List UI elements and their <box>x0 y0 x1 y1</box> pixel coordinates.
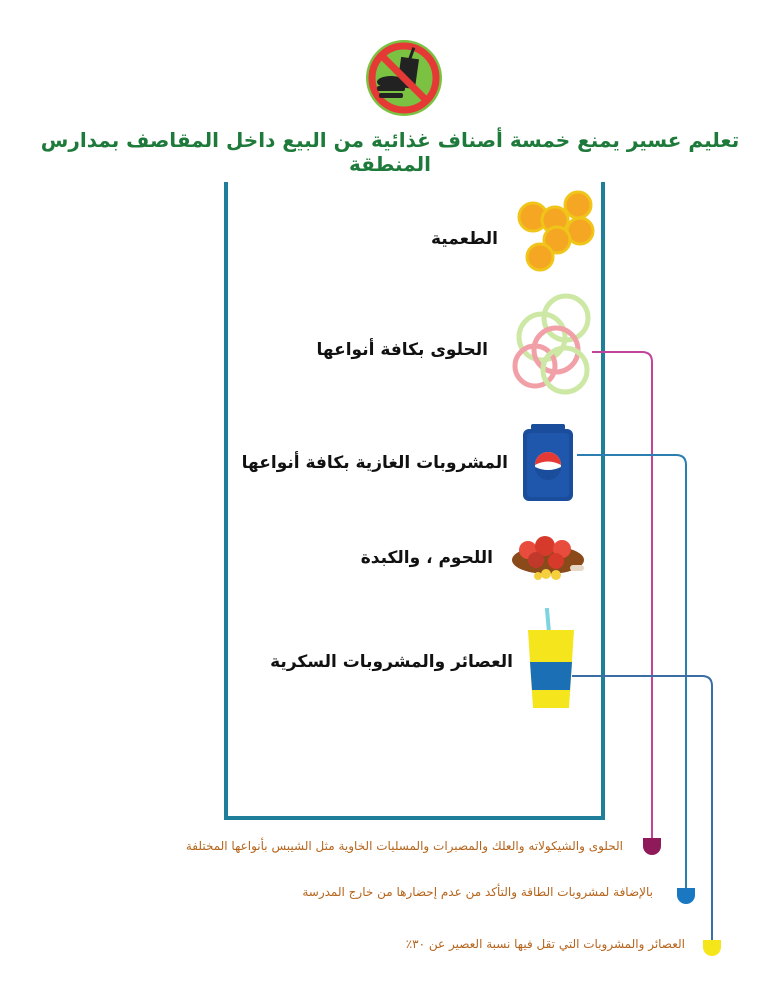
item-label-soda: المشروبات الغازية بكافة أنواعها <box>241 453 508 473</box>
item-label-candy: الحلوى بكافة أنواعها <box>316 340 488 360</box>
falafel-icon <box>519 192 593 270</box>
note-candy: الحلوى والشيكولاته والعلك والمصبرات والمسليات الخاوية مثل الشيبس بأنواعها المختلفة <box>185 839 623 853</box>
no-fast-food-icon <box>366 40 442 116</box>
item-label-meat: اللحوم ، والكبدة <box>360 548 493 568</box>
note-juice: العصائر والمشروبات التي تقل فيها نسبة العصير عن ٣٠٪ <box>405 937 685 951</box>
juice-cup-icon <box>528 608 574 708</box>
candy-rings-icon <box>515 296 588 392</box>
item-label-juice: العصائر والمشروبات السكرية <box>270 652 513 672</box>
marker-candy <box>643 838 661 855</box>
page-title: تعليم عسير يمنع خمسة أصناف غذائية من البيع داخل المقاصف بمدارس المنطقة <box>40 128 740 176</box>
soda-can-icon <box>523 424 573 501</box>
connector-soda <box>577 455 686 888</box>
marker-juice <box>703 940 721 956</box>
item-label-falafel: الطعمية <box>430 229 498 249</box>
meat-icon <box>512 536 584 580</box>
marker-soda <box>677 888 695 904</box>
note-soda: بالإضافة لمشروبات الطاقة والتأكد من عدم إحضارها من خارج المدرسة <box>302 885 653 899</box>
